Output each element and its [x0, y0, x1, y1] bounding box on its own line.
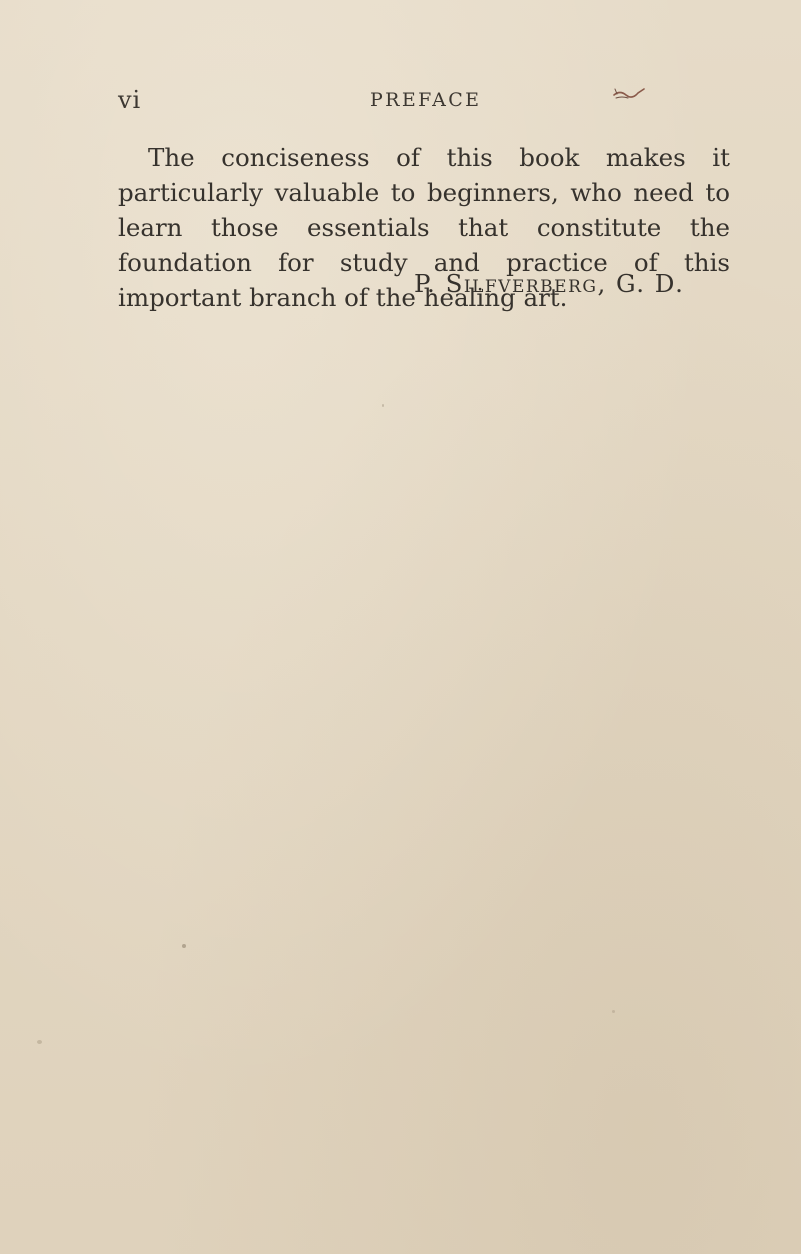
- running-head: [118, 86, 718, 118]
- page-number: vi: [118, 86, 142, 114]
- paper-speck: [382, 404, 384, 407]
- running-title: PREFACE: [370, 89, 482, 111]
- preface-paragraph: The conciseness of this book makes it particularly valuable to beginners, who need to learn those essentials that constitute the foundation for study and practice of this important branch of the healing art.: [118, 143, 730, 312]
- paper-speck: [612, 1010, 615, 1013]
- ink-mark-icon: [612, 86, 646, 104]
- author-signature: P. Silfverberg, G. D.: [414, 269, 685, 298]
- paper-speck: [182, 944, 186, 948]
- paper-speck: [37, 1040, 42, 1044]
